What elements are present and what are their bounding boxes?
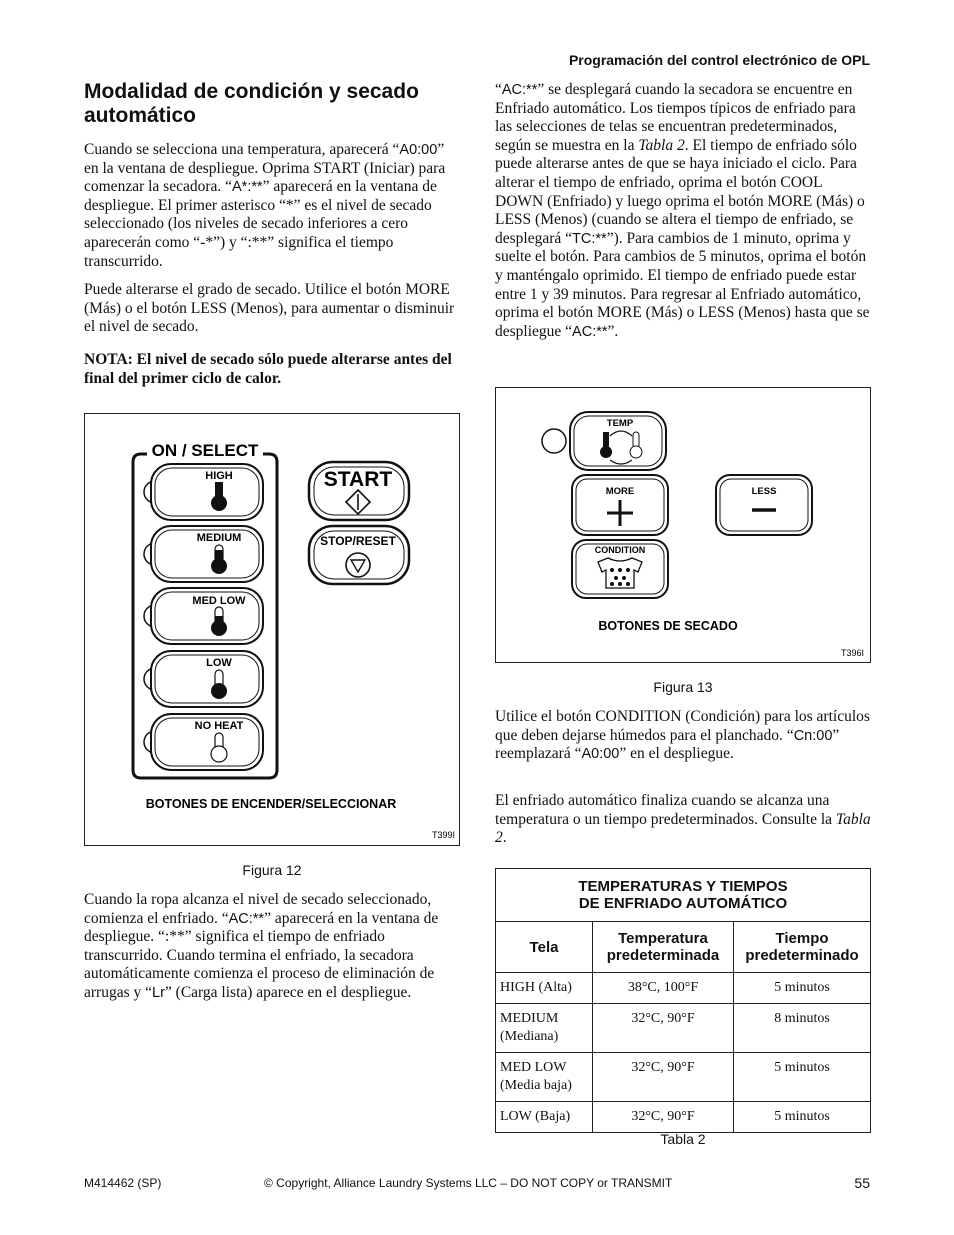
footer-doc-id: M414462 (SP) [84,1176,162,1190]
page-number: 55 [854,1175,870,1191]
low-button[interactable] [144,651,263,707]
high-button[interactable] [144,464,263,520]
section-heading-block [84,80,460,128]
right-paragraph-3: El enfriado automático finaliza cuando se alcanza una temperatura o un tiempo predeterminados. Consulte la Tabla 2. [495,792,871,847]
start-label: START [323,468,393,491]
no-heat-button[interactable] [144,714,263,770]
medium-button[interactable] [144,526,263,582]
left-paragraph-2: Puede alterarse el grado de secado. Utilice el botón MORE (Más) o el botón LESS (Menos), para aumentar o disminuir el nivel de secado. [84,281,455,336]
figure-12-tag: T399I [431,830,455,840]
more-button[interactable] [572,475,668,535]
footer-copyright: © Copyright, Alliance Laundry Systems LLC – DO NOT COPY or TRANSMIT [264,1176,673,1190]
right-paragraph-1: “AC:**” se desplegará cuando la secadora se encuentre en Enfriado automático. Los tiempos típicos de enfriado para las selecciones de telas se encuentran predeterminados, según se muestra en la Tabla 2. El tiempo de enfriado sólo puede alterarse antes de que se haya iniciado el ciclo. Para alterar el tiempo de enfriado, oprima el botón COOL DOWN (Enfriado) y luego oprima el botón MORE (Más) o LESS (Menos) (cuando se altera el tiempo de enfriado, se desplegará “TC:**”). Para cambios de 1 minuto, oprima y suelte el botón. Para cambios de 5 minutos, oprima el botón y manténgalo oprimido. El tiempo de enfriado puede estar entre 1 y 39 minutos. Para regresar al Enfriado automático, oprima el botón MORE (Más) o LESS (Menos) hasta que se despliegue “AC:**”. [495,81,870,340]
stop-reset-label: STOP/RESET [320,534,396,548]
figure-12-caption: Figura 12 [242,862,302,878]
header-fabric: Tela [496,922,593,973]
stop-reset-button[interactable] [309,526,409,584]
section-title: Modalidad de condición y secado automático [84,80,419,127]
table-row: LOW (Baja) 32°C, 90°F 5 minutos [496,1102,871,1133]
med-low-label: MED LOW [192,595,246,607]
figure-13-label: BOTONES DE SECADO [598,619,738,633]
table-row: MED LOW (Media baja) 32°C, 90°F 5 minutos [496,1053,871,1102]
left-paragraph-3: Cuando la ropa alcanza el nivel de secado seleccionado, comienza el enfriado. “AC:**” aparecerá en la ventana de despliegue. “:**” significa el tiempo de enfriado transcurrido. Cuando termina el enfriado, la secadora automáticamente comienza el proceso de eliminación de arrugas y “Lr” (Carga lista) aparece en el despliegue. [84,891,439,1001]
figure-12-box [84,413,460,846]
figure-12-label: BOTONES DE ENCENDER/SELECCIONAR [145,797,397,811]
header-temperature: Temperatura predeterminada [593,922,734,973]
figure-13-box [495,387,871,663]
low-label: LOW [206,657,232,669]
table-row: HIGH (Alta) 38°C, 100°F 5 minutos [496,973,871,1004]
table-2-caption: Tabla 2 [660,1131,706,1147]
medium-label: MEDIUM [196,532,242,544]
temp-label: TEMP [606,418,634,429]
left-paragraph-1: Cuando se selecciona una temperatura, aparecerá “A0:00” en la ventana de despliegue. Oprima START (Iniciar) para comenzar la secadora. “A*:**” aparecerá en la ventana de despliegue. El primer asterisco “*” es el nivel de secado seleccionado (los niveles de secado inferiores a cero aparecerán como “-*”) y “:**” significa el tiempo transcurrido. [84,141,446,270]
table-title: TEMPERATURAS Y TIEMPOS DE ENFRIADO AUTOMÁTICO [496,869,871,922]
condition-button[interactable] [572,540,668,598]
start-button[interactable] [309,462,409,520]
header-time: Tiempo predeterminado [734,922,871,973]
less-label: LESS [751,486,777,497]
high-label: HIGH [205,470,233,482]
running-head: Programación del control electrónico de OPL [568,52,870,68]
no-heat-label: NO HEAT [194,720,244,732]
figure-13-diagram [496,388,870,662]
right-paragraph-2: Utilice el botón CONDITION (Condición) para los artículos que deben dejarse húmedos para el planchado. “Cn:00” reemplazará “A0:00” en el despliegue. [495,708,870,763]
figure-12-diagram [85,414,459,845]
on-select-title: ON / SELECT [151,441,259,460]
more-label: MORE [605,486,635,497]
temp-button[interactable] [542,412,666,470]
table-row: MEDIUM (Mediana) 32°C, 90°F 8 minutos [496,1004,871,1053]
note-paragraph: NOTA: El nivel de secado sólo puede alterarse antes del final del primer ciclo de calor. [84,351,452,387]
less-button[interactable] [716,475,812,535]
cooldown-table [495,868,871,1133]
figure-13-caption: Figura 13 [653,679,713,695]
med-low-button[interactable] [144,588,263,644]
figure-13-tag: T396I [840,648,864,658]
condition-label: CONDITION [594,545,646,555]
table-header-row [496,922,871,973]
